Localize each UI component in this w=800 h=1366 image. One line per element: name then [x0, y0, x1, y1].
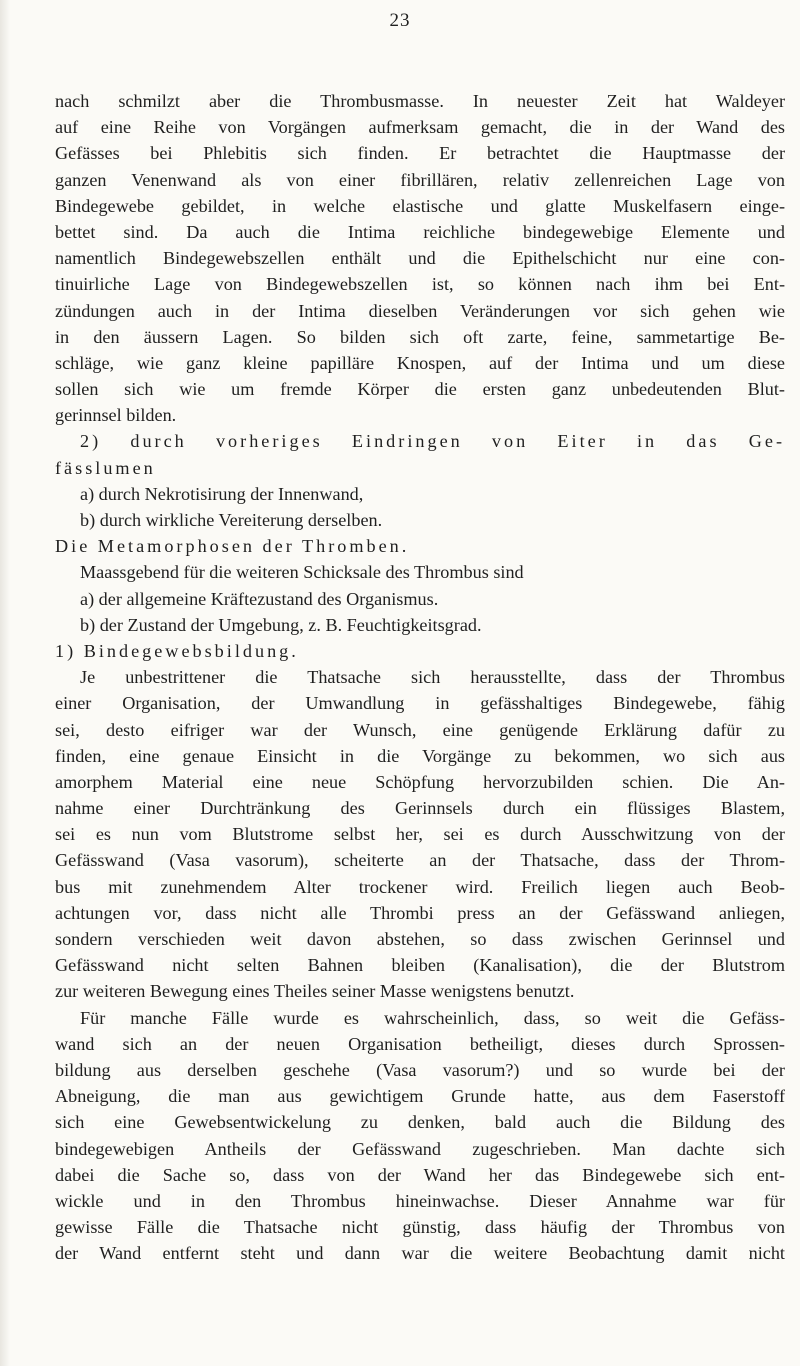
text-line: bus mit zunehmendem Alter trockener wird. Freilich liegen auch Beob- — [55, 876, 785, 897]
text-line: namentlich Bindegewebszellen enthält und die Epithelschicht nur eine con- — [55, 248, 785, 269]
text-line: schläge, wie ganz kleine papilläre Knospen, auf der Intima und um diese — [55, 352, 785, 373]
text-line: sollen sich wie um fremde Körper die ersten ganz unbedeutenden Blut- — [55, 379, 785, 400]
binding-edge — [0, 0, 10, 1366]
text-line: zündungen auch in der Intima dieselben Veränderungen vor sich gehen wie — [55, 300, 785, 321]
text-line: Für manche Fälle wurde es wahrscheinlich, dass, so weit die Gefäss- — [80, 1007, 785, 1028]
text-line: 2) durch vorheriges Eindringen von Eiter in das Ge- — [80, 431, 785, 452]
page-number: 23 — [389, 10, 411, 31]
text-line: nach schmilzt aber die Thrombusmasse. In neuester Zeit hat Waldeyer — [55, 91, 785, 111]
text-line: amorphem Material eine neue Schöpfung hervorzubilden schien. Die An- — [55, 771, 785, 792]
text-line: achtungen vor, dass nicht alle Thrombi press an der Gefässwand anliegen, — [55, 902, 785, 923]
text-line: ganzen Venenwand als von einer fibrillären, relativ zellenreichen Lage von — [55, 169, 785, 190]
text-line: bindegewebigen Antheils der Gefässwand zugeschrieben. Man dachte sich — [55, 1138, 785, 1159]
text-line: sich eine Gewebsentwickelung zu denken, bald auch die Bildung des — [55, 1112, 785, 1133]
text-line: nahme einer Durchtränkung des Gerinnsels durch ein flüssiges Blastem, — [55, 798, 785, 819]
text-line: Die Metamorphosen der Thromben. — [55, 536, 410, 557]
text-line: fässlumen — [55, 457, 156, 478]
text-line: Abneigung, die man aus gewichtigem Grunde hatte, aus dem Faserstoff — [55, 1086, 785, 1107]
text-line: in den äussern Lagen. So bilden sich oft zarte, feine, sammetartige Be- — [55, 326, 785, 347]
text-line: der Wand entfernt steht und dann war die weitere Beobachtung damit nicht — [55, 1243, 785, 1264]
text-line: wand sich an der neuen Organisation betheiligt, dieses durch Sprossen- — [55, 1033, 785, 1054]
body-text — [55, 88, 785, 1266]
text-line: Gefässwand nicht selten Bahnen bleiben (Kanalisation), die der Blutstrom — [55, 955, 785, 976]
text-line: Bindegewebe gebildet, in welche elastische und glatte Muskelfasern einge- — [55, 195, 785, 216]
text-line: b) der Zustand der Umgebung, z. B. Feuchtigkeitsgrad. — [80, 614, 482, 635]
text-line: Maassgebend für die weiteren Schicksale des Thrombus sind — [80, 562, 524, 583]
text-line: Gefässes bei Phlebitis sich finden. Er betrachtet die Hauptmasse der — [55, 143, 785, 164]
text-line: a) durch Nekrotisirung der Innenwand, — [80, 483, 364, 504]
text-line: bildung aus derselben geschehe (Vasa vasorum?) und so wurde bei der — [55, 1059, 785, 1080]
text-line: a) der allgemeine Kräftezustand des Organismus. — [80, 588, 439, 609]
text-line: bettet sind. Da auch die Intima reichliche bindegewebige Elemente und — [55, 221, 785, 242]
text-line: auf eine Reihe von Vorgängen aufmerksam gemacht, die in der Wand des — [55, 117, 785, 138]
text-line: gerinnsel bilden. — [55, 405, 177, 426]
text-line: zur weiteren Bewegung eines Theiles seiner Masse wenigstens benutzt. — [55, 981, 575, 1002]
text-line: tinuirliche Lage von Bindegewebszellen ist, so können nach ihm bei Ent- — [55, 274, 785, 295]
text-line: dabei die Sache so, dass von der Wand her das Bindegewebe sich ent- — [55, 1164, 785, 1185]
text-line: gewisse Fälle die Thatsache nicht günstig, dass häufig der Thrombus von — [55, 1217, 785, 1238]
text-line: sei es nun vom Blutstrome selbst her, sei es durch Ausschwitzung von der — [55, 824, 785, 845]
text-line: wickle und in den Thrombus hineinwachse. Dieser Annahme war für — [55, 1190, 785, 1211]
text-line: b) durch wirkliche Vereiterung derselben. — [80, 510, 383, 530]
text-line: einer Organisation, der Umwandlung in gefässhaltiges Bindegewebe, fähig — [55, 693, 785, 714]
text-line: Je unbestrittener die Thatsache sich herausstellte, dass der Thrombus — [80, 667, 785, 688]
text-line: Gefässwand (Vasa vasorum), scheiterte an der Thatsache, dass der Throm- — [55, 850, 785, 871]
text-line: finden, eine genaue Einsicht in die Vorgänge zu bekommen, wo sich aus — [55, 745, 785, 766]
text-line: sondern verschieden weit davon abstehen, so dass zwischen Gerinnsel und — [55, 929, 785, 949]
text-line: sei, desto eifriger war der Wunsch, eine genügende Erklärung dafür zu — [55, 719, 785, 740]
text-line: 1) Bindegewebsbildung. — [55, 640, 299, 661]
